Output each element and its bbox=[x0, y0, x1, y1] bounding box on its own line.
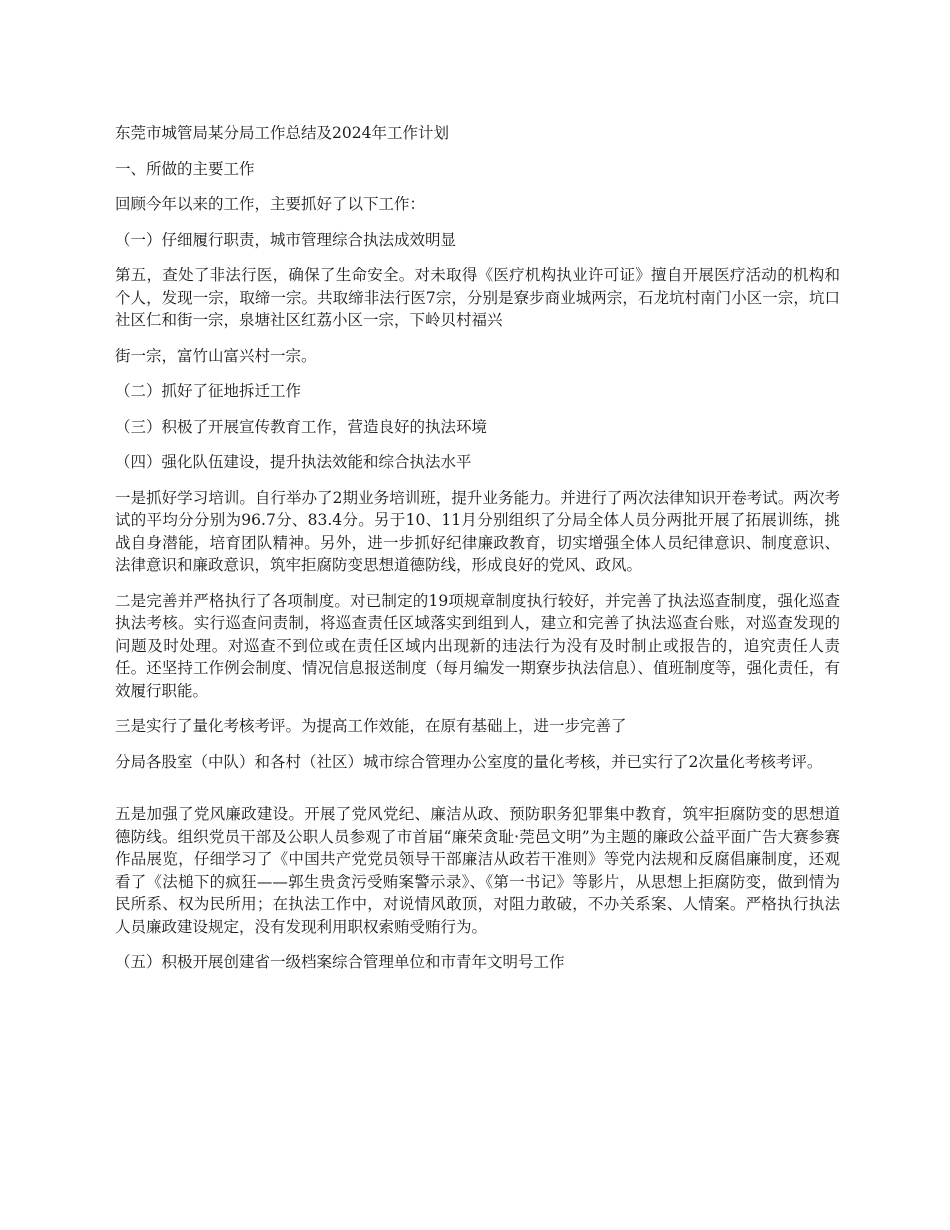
intro-paragraph: 回顾今年以来的工作，主要抓好了以下工作： bbox=[115, 195, 426, 213]
subsection-heading-3: （三）积极了开展宣传教育工作，营造良好的执法环境 bbox=[115, 417, 488, 436]
subsection-heading-1: （一）仔细履行职责，城市管理综合执法成效明显 bbox=[115, 230, 457, 249]
subsection-heading-4: （四）强化队伍建设，提升执法效能和综合执法水平 bbox=[115, 453, 472, 471]
body-paragraph: 二是完善并严格执行了各项制度。对已制定的19项规章制度执行较好，并完善了执法巡查制度，强化巡查执法考核。实行巡查问责制，将巡查责任区域落实到组到人，建立和完善了执法巡查台账，对巡查发现的问题及时处理。对巡查不到位或在责任区域内出现新的违法行为没有及时制止或报告的，追究责任人责任。还坚持工作例会制度、情况信息报送制度（每月编发一期寮步执法信息）、值班制度等，强化责任，有效履行职能。 bbox=[115, 591, 840, 700]
section-heading: 一、所做的主要工作 bbox=[115, 159, 255, 178]
body-paragraph: 一是抓好学习培训。自行举办了2期业务培训班，提升业务能力。并进行了两次法律知识开卷考试。两次考试的平均分分别为96.7分、83.4分。另于10、11月分别组织了分局全体人员分两批开展了拓展训练，挑战自身潜能，培育团队精神。另外，进一步抓好纪律廉政教育，切实增强全体人员纪律意识、制度意识、法律意识和廉政意识，筑牢拒腐防变思想道德防线，形成良好的党风、政风。 bbox=[115, 488, 840, 574]
body-paragraph: 第五，查处了非法行医，确保了生命安全。对未取得《医疗机构执业许可证》擅自开展医疗活动的机构和个人，发现一宗，取缔一宗。共取缔非法行医7宗，分别是寮步商业城两宗，石龙坑村南门小区一宗，坑口社区仁和街一宗，泉塘社区红荔小区一宗，下岭贝村福兴 bbox=[115, 266, 840, 329]
body-paragraph: 分局各股室（中队）和各村（社区）城市综合管理办公室度的量化考核，并已实行了2次量化考核考评。 bbox=[115, 752, 823, 771]
body-paragraph: 五是加强了党风廉政建设。开展了党风党纪、廉洁从政、预防职务犯罪集中教育，筑牢拒腐防变的思想道德防线。组织党员干部及公职人员参观了市首届“廉荣贪耻·莞邑文明”为主题的廉政公益平面广告大赛参赛作品展览，仔细学习了《中国共产党党员领导干部廉洁从政若干准则》等党内法规和反腐倡廉制度，还观看了《法槌下的疯狂——郭生贵贪污受贿案警示录》、《第一书记》等影片，从思想上拒腐防变，做到情为民所系、权为民所用；在执法工作中，对说情风敢顶，对阻力敢破，不办关系案、人情案。严格执行执法人员廉政建设规定，没有发现利用职权索贿受贿行为。 bbox=[115, 805, 840, 936]
document-title: 东莞市城管局某分局工作总结及2024年工作计划 bbox=[115, 124, 449, 142]
document-body bbox=[115, 122, 840, 987]
subsection-heading-2: （二）抓好了征地拆迁工作 bbox=[115, 382, 302, 400]
body-paragraph: 三是实行了量化考核考评。为提高工作效能，在原有基础上，进一步完善了 bbox=[115, 717, 627, 735]
subsection-heading-5: （五）积极开展创建省一级档案综合管理单位和市青年文明号工作 bbox=[115, 953, 565, 971]
body-paragraph: 街一宗，富竹山富兴村一宗。 bbox=[115, 346, 317, 365]
